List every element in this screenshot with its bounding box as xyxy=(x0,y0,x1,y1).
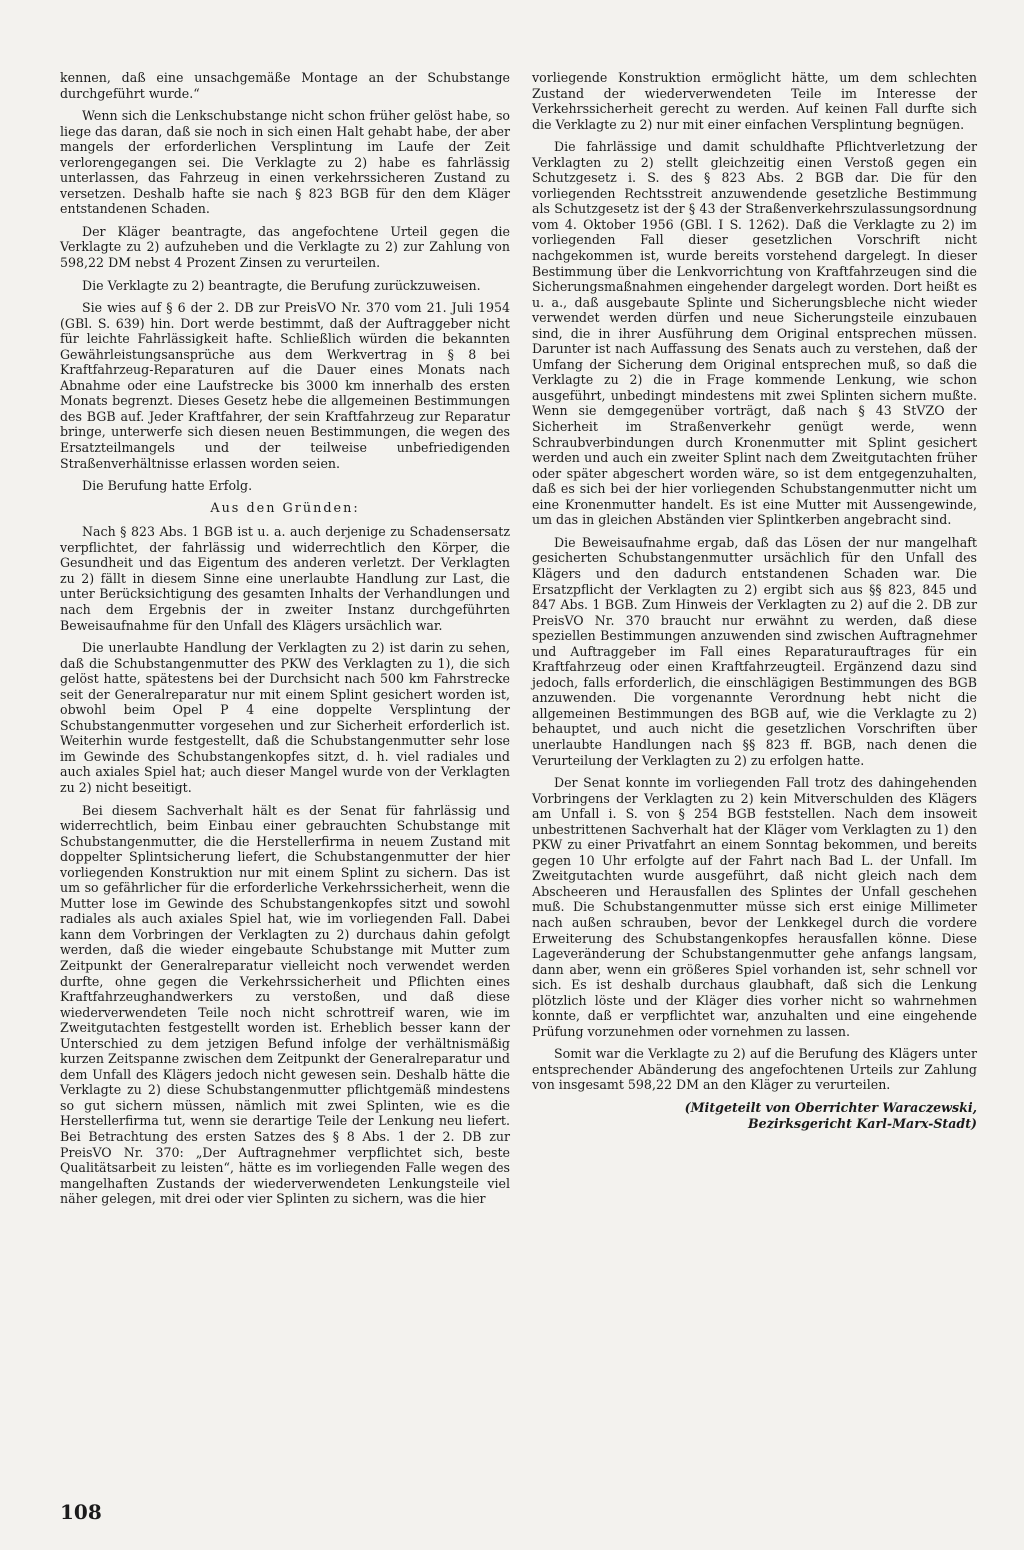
paragraph: Nach § 823 Abs. 1 BGB ist u. a. auch derjenige zu Schadensersatz verpflichtet, der fahrlässig und widerrechtlich den Körper, die Gesundheit und das Eigentum des anderen verletzt. Der Verklagten zu 2) fällt in diesem Sinne eine unerlaubte Handlung zur Last, die unter Berücksichtigung des gesamten Inhalts der Verhandlungen und nach dem Ergebnis der in zweiter Instanz durchgeführten Beweisaufnahme für den Unfall des Klägers ursächlich war. xyxy=(60,524,510,633)
paragraph: vorliegende Konstruktion ermöglicht hätte, um dem schlechten Zustand der wiederverwendeten Teile im Interesse der Verkehrssicherheit gerecht zu werden. Auf keinen Fall durfte sich die Verklagte zu 2) nur mit einer einfachen Versplintung begnügen. xyxy=(532,70,977,132)
right-column xyxy=(532,70,977,1132)
paragraph: Die fahrlässige und damit schuldhafte Pflichtverletzung der Verklagten zu 2) stellt gleichzeitig einen Verstoß gegen ein Schutzgesetz i. S. des § 823 Abs. 2 BGB dar. Die für den vorliegenden Rechtsstreit anzuwendende gesetzliche Bestimmung als Schutzgesetz ist der § 43 der Straßenverkehrszulassungsordnung vom 4. Oktober 1956 (GBl. I S. 1262). Daß die Verklagte zu 2) im vorliegenden Fall dieser gesetzlichen Vorschrift nicht nachgekommen ist, wurde bereits vorstehend dargelegt. In dieser Bestimmung über die Lenkvorrichtung von Kraftfahrzeugen sind die Sicherungsmaßnahmen eingehender dargelegt worden. Dort heißt es u. a., daß ausgebaute Splinte und Sicherungsbleche nicht wieder verwendet werden dürfen und neue Sicherungsteile einzubauen sind, die in ihrer Ausführung dem Original entsprechen müssen. Darunter ist nach Auffassung des Senats auch zu verstehen, daß der Umfang der Sicherung dem Original entsprechen muß, so daß die Verklagte zu 2) die in Frage kommende Lenkung, wie schon ausgeführt, unbedingt mindestens mit zwei Splinten sichern mußte. Wenn sie demgegenüber vorträgt, daß nach § 43 StVZO der Sicherheit im Straßenverkehr genügt werde, wenn Schraubverbindungen durch Kronenmutter mit Splint gesichert werden und auch ein zweiter Splint nach dem Zweitgutachten früher oder später abgeschert worden wäre, so ist dem entgegenzuhalten, daß es sich bei der hier vorliegenden Schubstangenmutter nicht um eine Kronenmutter handelt. Es ist eine Mutter mit Aussengewinde, um das in gleichen Abständen vier Splintkerben angebracht sind. xyxy=(532,139,977,528)
paragraph: Die Verklagte zu 2) beantragte, die Berufung zurückzuweisen. xyxy=(82,277,481,293)
attribution-line-1: (Mitgeteilt von Oberrichter Waraczewski, xyxy=(684,1100,977,1115)
paragraph: Sie wies auf § 6 der 2. DB zur PreisVO Nr. 370 vom 21. Juli 1954 (GBl. S. 639) hin. Dort werde bestimmt, daß der Auftraggeber nicht für leichte Fahrlässigkeit hafte. Schließlich würden die bekannten Gewährleistungsansprüche aus dem Werkvertrag in § 8 bei Kraftfahrzeug-Reparaturen auf die Dauer eines Monats nach Abnahme oder eine Laufstrecke bis 3000 km innerhalb des ersten Monats begrenzt. Dieses Gesetz hebe die allgemeinen Bestimmungen des BGB auf. Jeder Kraftfahrer, der sein Kraftfahrzeug zur Reparatur bringe, unterwerfe sich diesen neuen Bestimmungen, die wegen des Ersatzteilmangels und der teilweise unbefriedigenden Straßenverhältnisse erlassen worden seien. xyxy=(60,300,510,471)
paragraph: Der Kläger beantragte, das angefochtene Urteil gegen die Verklagte zu 2) aufzuheben und die Verklagte zu 2) zur Zahlung von 598,22 DM nebst 4 Prozent Zinsen zu verurteilen. xyxy=(60,223,510,271)
paragraph: Somit war die Verklagte zu 2) auf die Berufung des Klägers unter entsprechender Abänderung des angefochtenen Urteils zur Zahlung von insgesamt 598,22 DM an den Kläger zu verurteilen. xyxy=(532,1046,977,1093)
paragraph: kennen, daß eine unsachgemäße Montage an der Schubstange durchgeführt wurde.“ xyxy=(60,70,510,101)
section-heading: Aus den Gründen: xyxy=(210,500,360,516)
paragraph: Die Beweisaufnahme ergab, daß das Lösen der nur mangelhaft gesicherten Schubstangenmutter ursächlich für den Unfall des Klägers und den dadurch entstandenen Schaden war. Die Ersatzpflicht der Verklagten zu 2) ergibt sich aus §§ 823, 845 und 847 Abs. 1 BGB. Zum Hinweis der Verklagten zu 2) auf die 2. DB zur PreisVO Nr. 370 braucht nur erwähnt zu werden, daß diese speziellen Bestimmungen anzuwenden sind zwischen Auftragnehmer und Auftraggeber im Fall eines Reparaturauftrages für ein Kraftfahrzeug oder einen Kraftfahrzeugteil. Ergänzend dazu sind jedoch, falls erforderlich, die einschlägigen Bestimmungen des BGB anzuwenden. Die vorgenannte Verordnung hebt nicht die allgemeinen Bestimmungen des BGB auf, wie die Verklagte zu 2) behauptet, und auch nicht die gesetzlichen Vorschriften über unerlaubte Handlungen nach §§ 823 ff. BGB, nach denen die Verurteilung der Verklagten zu 2) zu erfolgen hatte. xyxy=(532,534,977,768)
page-number: 108 xyxy=(60,1500,102,1524)
attribution xyxy=(532,1100,977,1132)
paragraph: Die unerlaubte Handlung der Verklagten zu 2) ist darin zu sehen, daß die Schubstangenmutter des PKW des Verklagten zu 1), die sich gelöst hatte, spätestens bei der Durchsicht nach 500 km Fahrstrecke seit der Generalreparatur nur mit einem Splint gesichert worden ist, obwohl beim Opel P 4 eine doppelte Versplintung der Schubstangenmutter vorgesehen und zur Sicherheit erforderlich ist. Weiterhin wurde festgestellt, daß die Schubstangenmutter sehr lose im Gewinde des Schubstangenkopfes sitzt, d. h. viel radiales und auch axiales Spiel hat; auch dieser Mangel wurde von der Verklagten zu 2) nicht beseitigt. xyxy=(60,640,510,795)
left-column xyxy=(60,70,510,1214)
paragraph: Bei diesem Sachverhalt hält es der Senat für fahrlässig und widerrechtlich, beim Einbau einer gebrauchten Schubstange mit Schubstangenmutter, die die Herstellerfirma in neuem Zustand mit doppelter Splintsicherung liefert, die Schubstangenmutter der hier vorliegenden Konstruktion nur mit einem Splint zu sichern. Das ist um so gefährlicher für die erforderliche Verkehrssicherheit, wenn die Mutter lose im Gewinde des Schubstangenkopfes sitzt und sowohl radiales als auch axiales Spiel hat, wie im vorliegenden Fall. Dabei kann dem Vorbringen der Verklagten zu 2) durchaus dahin gefolgt werden, daß die wieder eingebaute Schubstange mit Mutter zum Zeitpunkt der Generalreparatur vielleicht noch verwendet werden durfte, ohne gegen die Verkehrssicherheit und Pflichten eines Kraftfahrzeughandwerkers zu verstoßen, und daß diese wiederverwendeten Teile noch nicht schrottreif waren, wie im Zweitgutachten festgestellt worden ist. Erheblich besser kann der Unterschied zu dem jetzigen Befund infolge der verhältnismäßig kurzen Zeitspanne zwischen dem Zeitpunkt der Generalreparatur und dem Unfall des Klägers jedoch nicht gewesen sein. Deshalb hätte die Verklagte zu 2) diese Schubstangenmutter pflichtgemäß mindestens so gut sichern müssen, nämlich mit zwei Splinten, wie es die Herstellerfirma tut, wenn sie derartige Teile der Lenkung neu liefert. Bei Betrachtung des ersten Satzes des § 8 Abs. 1 der 2. DB zur PreisVO Nr. 370: „Der Auftragnehmer verpflichtet sich, beste Qualitätsarbeit zu leisten“, hätte es im vorliegenden Falle wegen des mangelhaften Zustands der wiederverwendeten Lenkungsteile viel näher gelegen, mit drei oder vier Splinten zu sichern, was die hier xyxy=(60,802,510,1207)
paragraph: Der Senat konnte im vorliegenden Fall trotz des dahingehenden Vorbringens der Verklagten zu 2) kein Mitverschulden des Klägers am Unfall i. S. von § 254 BGB feststellen. Nach dem insoweit unbestrittenen Sachverhalt hat der Kläger vom Verklagten zu 1) den PKW zu einer Privatfahrt an einem Sonntag bekommen, und bereits gegen 10 Uhr erfolgte auf der Fahrt nach Bad L. der Unfall. Im Zweitgutachten wurde ausgeführt, daß nicht gleich nach dem Abscheeren und Herausfallen des Splintes der Unfall geschehen muß. Die Schubstangenmutter müsse sich erst einige Millimeter nach außen schrauben, bevor der Lenkkegel durch die vordere Erweiterung des Schubstangenkopfes herausfallen könne. Diese Lageveränderung der Schubstangenmutter gehe anfangs langsam, dann aber, wenn ein größeres Spiel vorhanden ist, sehr schnell vor sich. Es ist deshalb durchaus glaubhaft, daß sich die Lenkung plötzlich löste und der Kläger dies vorher nicht so wahrnehmen konnte, daß er verpflichtet war, anzuhalten und eine eingehende Prüfung vorzunehmen oder vornehmen zu lassen. xyxy=(532,775,977,1039)
attribution-line-2: Bezirksgericht Karl-Marx-Stadt) xyxy=(748,1116,977,1131)
paragraph: Die Berufung hatte Erfolg. xyxy=(82,478,253,494)
paragraph: Wenn sich die Lenkschubstange nicht schon früher gelöst habe, so liege das daran, daß sie noch in sich einen Halt gehabt habe, der aber mangels der erforderlichen Versplintung im Laufe der Zeit verlorengegangen sei. Die Verklagte zu 2) habe es fahrlässig unterlassen, das Fahrzeug in einen verkehrssicheren Zustand zu versetzen. Deshalb hafte sie nach § 823 BGB für den dem Kläger entstandenen Schaden. xyxy=(60,108,510,217)
